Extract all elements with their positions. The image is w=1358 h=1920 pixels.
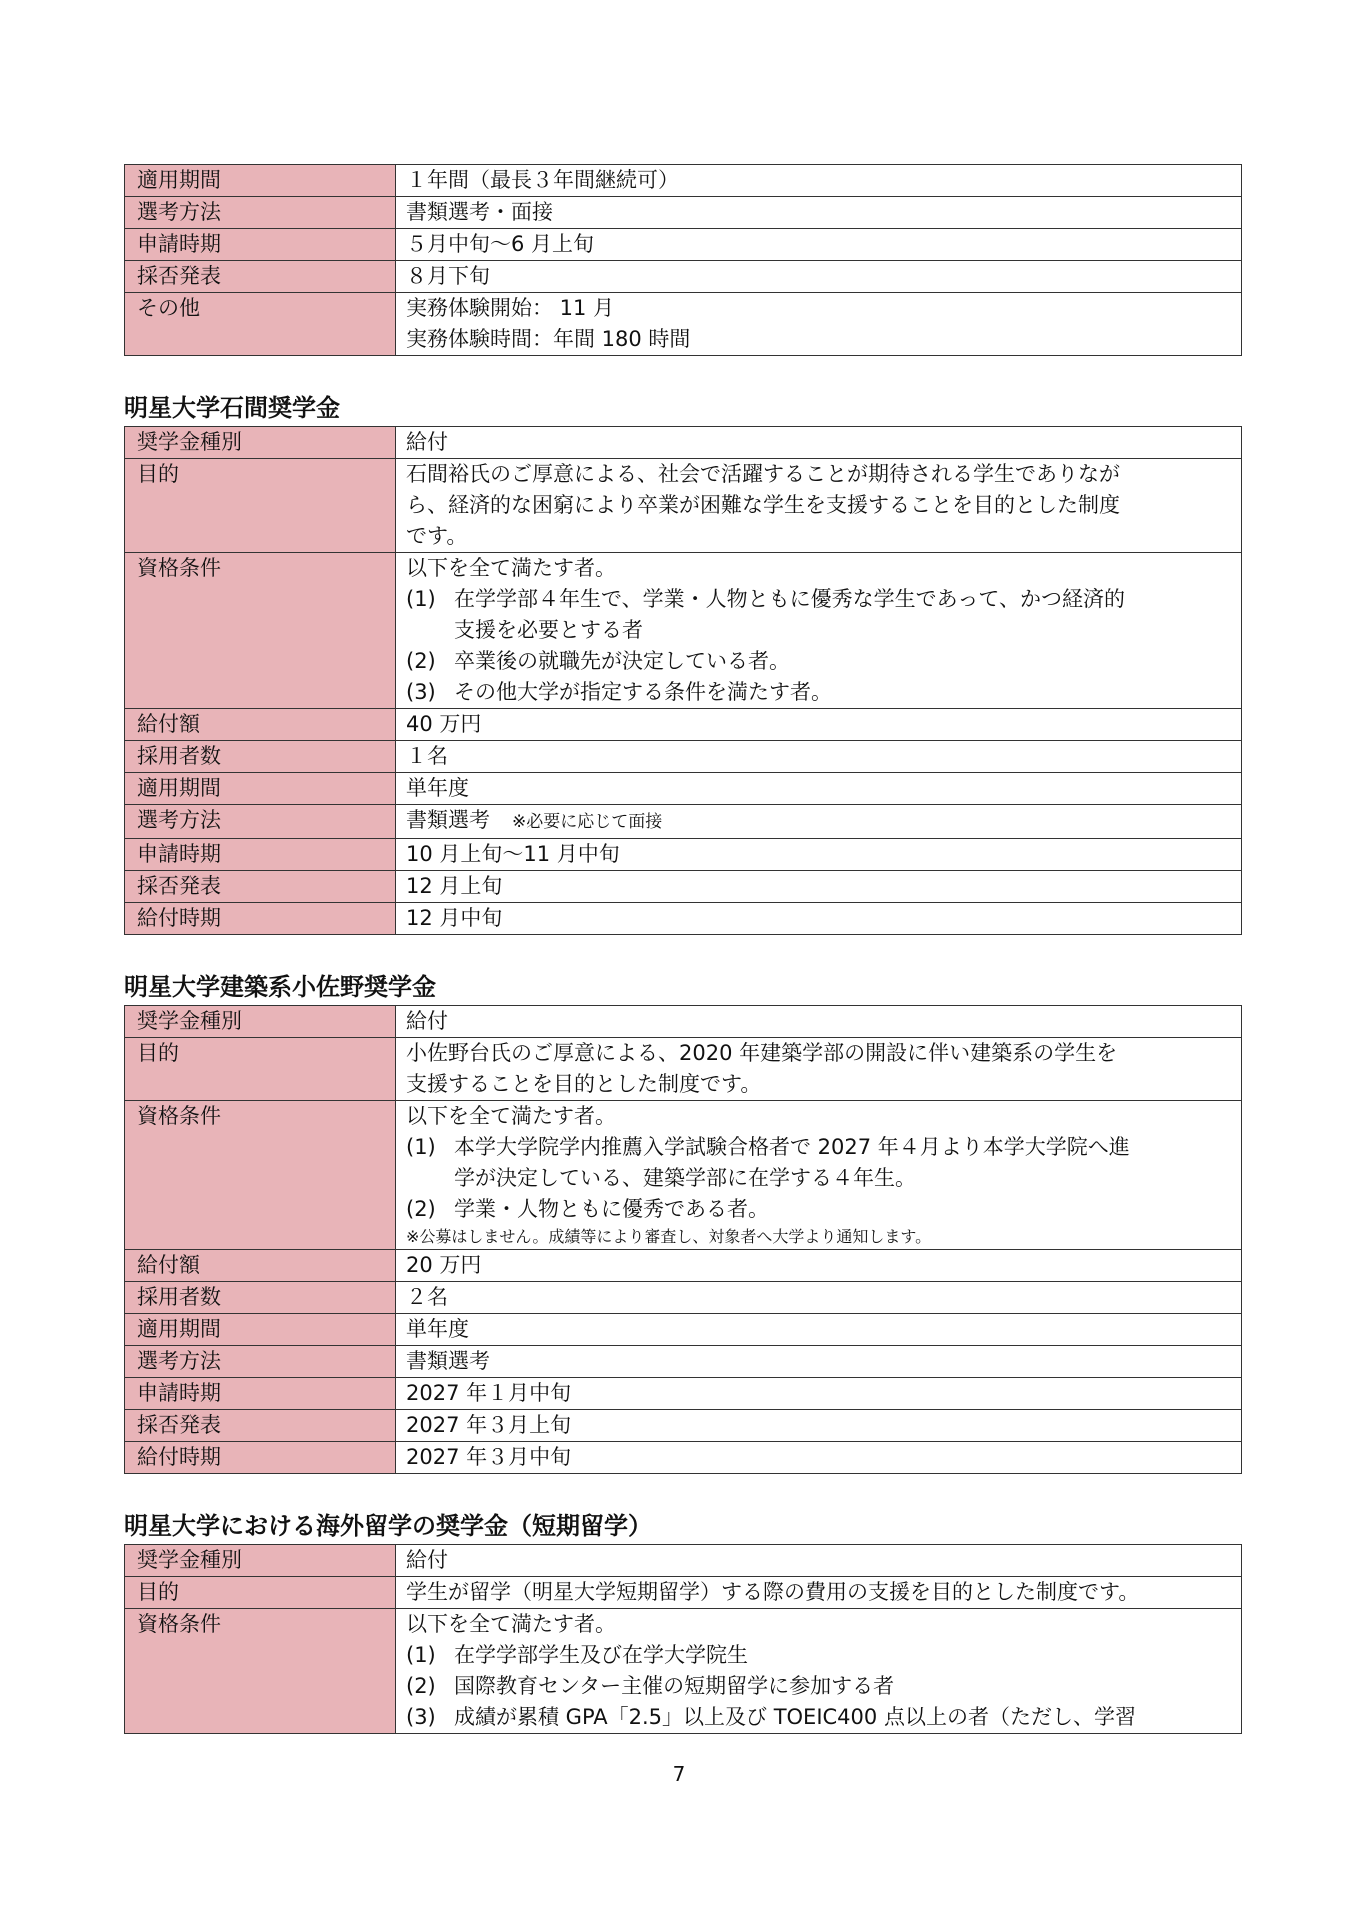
- row-label: 目的: [125, 459, 396, 553]
- row-label: 資格条件: [125, 1101, 396, 1250]
- row-label: 選考方法: [125, 805, 396, 839]
- row-label: 適用期間: [125, 165, 396, 197]
- row-label: 申請時期: [125, 229, 396, 261]
- list-number: (3): [406, 680, 436, 704]
- row-value: 2027 年３月上旬: [396, 1410, 1242, 1442]
- list-text: 学業・人物ともに優秀である者。: [454, 1197, 769, 1221]
- list-item: [406, 584, 1231, 646]
- row-value: 書類選考・面接: [396, 197, 1242, 229]
- text-line: 在学学部４年生で、学業・人物ともに優秀な学生であって、かつ経済的: [454, 587, 1125, 611]
- table-row: [125, 293, 1242, 356]
- row-value: 12 月上旬: [396, 871, 1242, 903]
- abroad-table: [124, 1544, 1242, 1734]
- list-text: 国際教育センター主催の短期留学に参加する者: [454, 1674, 895, 1698]
- text-line: 支援を必要とする者: [454, 618, 643, 642]
- row-value: [396, 1038, 1242, 1101]
- table-row: [125, 1609, 1242, 1734]
- table-row: [125, 903, 1242, 935]
- table-row: [125, 805, 1242, 839]
- row-label: 選考方法: [125, 197, 396, 229]
- list-number: (1): [406, 1135, 436, 1159]
- row-label: その他: [125, 293, 396, 356]
- list-text: 成績が累積 GPA「2.5」以上及び TOEIC400 点以上の者（ただし、学習: [454, 1705, 1136, 1729]
- table-row: [125, 1250, 1242, 1282]
- text-line: ら、経済的な困窮により卒業が困難な学生を支援することを目的とした制度: [406, 493, 1120, 517]
- table-row: [125, 1410, 1242, 1442]
- row-label: 採否発表: [125, 261, 396, 293]
- list-item: [406, 1640, 1231, 1671]
- row-label: 奨学金種別: [125, 1006, 396, 1038]
- table-row: [125, 1545, 1242, 1577]
- text-line: 石間裕氏のご厚意による、社会で活躍することが期待される学生でありなが: [406, 462, 1120, 486]
- row-value: １名: [396, 741, 1242, 773]
- text-line: 実務体験時間：年間 180 時間: [406, 327, 691, 351]
- table-row: [125, 1038, 1242, 1101]
- cond-intro: 以下を全て満たす者。: [406, 556, 616, 580]
- row-label: 給付時期: [125, 903, 396, 935]
- row-label: 適用期間: [125, 1314, 396, 1346]
- row-label: 資格条件: [125, 553, 396, 709]
- table-row: [125, 839, 1242, 871]
- row-label: 給付時期: [125, 1442, 396, 1474]
- section-title-osano: 明星大学建築系小佐野奨学金: [124, 973, 436, 1001]
- selection-note: ※必要に応じて面接: [512, 812, 663, 832]
- row-value: 給付: [396, 1006, 1242, 1038]
- list-number: (3): [406, 1705, 436, 1729]
- list-item: [406, 1671, 1231, 1702]
- list-number: (1): [406, 587, 436, 611]
- row-value: 単年度: [396, 1314, 1242, 1346]
- row-value: [396, 1101, 1242, 1250]
- row-value: [396, 553, 1242, 709]
- row-value: 2027 年３月中旬: [396, 1442, 1242, 1474]
- row-value: [396, 459, 1242, 553]
- row-value: 10 月上旬〜11 月中旬: [396, 839, 1242, 871]
- row-label: 採否発表: [125, 1410, 396, 1442]
- row-value: ８月下旬: [396, 261, 1242, 293]
- table-row: [125, 709, 1242, 741]
- row-label: 適用期間: [125, 773, 396, 805]
- list-text: [454, 584, 1231, 646]
- row-label: 申請時期: [125, 1378, 396, 1410]
- list-number: (2): [406, 649, 436, 673]
- row-label: 目的: [125, 1577, 396, 1609]
- table-row: [125, 261, 1242, 293]
- table-row: [125, 459, 1242, 553]
- text-line: 支援することを目的とした制度です。: [406, 1072, 762, 1096]
- row-value: 単年度: [396, 773, 1242, 805]
- row-value: [396, 1609, 1242, 1734]
- list-item: [406, 1132, 1231, 1194]
- list-item: [406, 677, 1231, 708]
- table-row: [125, 1577, 1242, 1609]
- cond-note: ※公募はしません。成績等により審査し、対象者へ大学より通知します。: [406, 1227, 932, 1246]
- document-page: [124, 164, 1242, 1734]
- row-label: 奨学金種別: [125, 427, 396, 459]
- table-row: [125, 229, 1242, 261]
- section-title-abroad: 明星大学における海外留学の奨学金（短期留学）: [124, 1512, 652, 1540]
- row-value: 20 万円: [396, 1250, 1242, 1282]
- row-label: 申請時期: [125, 839, 396, 871]
- section-title-ishima: 明星大学石間奨学金: [124, 394, 340, 422]
- table-row: [125, 1006, 1242, 1038]
- row-value: 給付: [396, 1545, 1242, 1577]
- table-row: [125, 1282, 1242, 1314]
- row-label: 採用者数: [125, 1282, 396, 1314]
- list-number: (2): [406, 1674, 436, 1698]
- text-line: 学が決定している、建築学部に在学する４年生。: [454, 1166, 916, 1190]
- table-row: [125, 553, 1242, 709]
- row-value: [396, 293, 1242, 356]
- cond-intro: 以下を全て満たす者。: [406, 1612, 616, 1636]
- table-row: [125, 773, 1242, 805]
- text-line: 実務体験開始： 11 月: [406, 296, 615, 320]
- list-text: 卒業後の就職先が決定している者。: [454, 649, 790, 673]
- row-value: 学生が留学（明星大学短期留学）する際の費用の支援を目的とした制度です。: [396, 1577, 1242, 1609]
- table-row: [125, 1314, 1242, 1346]
- row-value: [396, 805, 1242, 839]
- table-row: [125, 1378, 1242, 1410]
- table-row: [125, 1442, 1242, 1474]
- table-row: [125, 1346, 1242, 1378]
- list-text: [454, 1132, 1231, 1194]
- row-value: 40 万円: [396, 709, 1242, 741]
- row-label: 奨学金種別: [125, 1545, 396, 1577]
- osano-table: [124, 1005, 1242, 1474]
- row-label: 目的: [125, 1038, 396, 1101]
- text-line: 本学大学院学内推薦入学試験合格者で 2027 年４月より本学大学院へ進: [454, 1135, 1130, 1159]
- list-number: (1): [406, 1643, 436, 1667]
- cond-intro: 以下を全て満たす者。: [406, 1104, 616, 1128]
- row-label: 選考方法: [125, 1346, 396, 1378]
- row-value: 2027 年１月中旬: [396, 1378, 1242, 1410]
- list-item: [406, 1194, 1231, 1225]
- list-text: 在学学部学生及び在学大学院生: [454, 1643, 748, 1667]
- row-value: ５月中旬〜6 月上旬: [396, 229, 1242, 261]
- text-line: です。: [406, 524, 468, 548]
- table-row: [125, 427, 1242, 459]
- list-text: その他大学が指定する条件を満たす者。: [454, 680, 832, 704]
- ishima-table: [124, 426, 1242, 935]
- row-label: 採用者数: [125, 741, 396, 773]
- table-row: [125, 165, 1242, 197]
- list-item: [406, 646, 1231, 677]
- row-value: ２名: [396, 1282, 1242, 1314]
- row-value: 給付: [396, 427, 1242, 459]
- table-row: [125, 1101, 1242, 1250]
- text-line: 小佐野台氏のご厚意による、2020 年建築学部の開設に伴い建築系の学生を: [406, 1041, 1118, 1065]
- table-row: [125, 741, 1242, 773]
- row-label: 採否発表: [125, 871, 396, 903]
- row-value: 12 月中旬: [396, 903, 1242, 935]
- selection-value: 書類選考: [406, 808, 490, 832]
- row-value: １年間（最長３年間継続可）: [396, 165, 1242, 197]
- page-number: 7: [672, 1762, 686, 1786]
- table-row: [125, 197, 1242, 229]
- row-value: 書類選考: [396, 1346, 1242, 1378]
- list-item: [406, 1702, 1231, 1733]
- row-label: 給付額: [125, 1250, 396, 1282]
- list-number: (2): [406, 1197, 436, 1221]
- table-row: [125, 871, 1242, 903]
- row-label: 給付額: [125, 709, 396, 741]
- row-label: 資格条件: [125, 1609, 396, 1734]
- top-table: [124, 164, 1242, 356]
